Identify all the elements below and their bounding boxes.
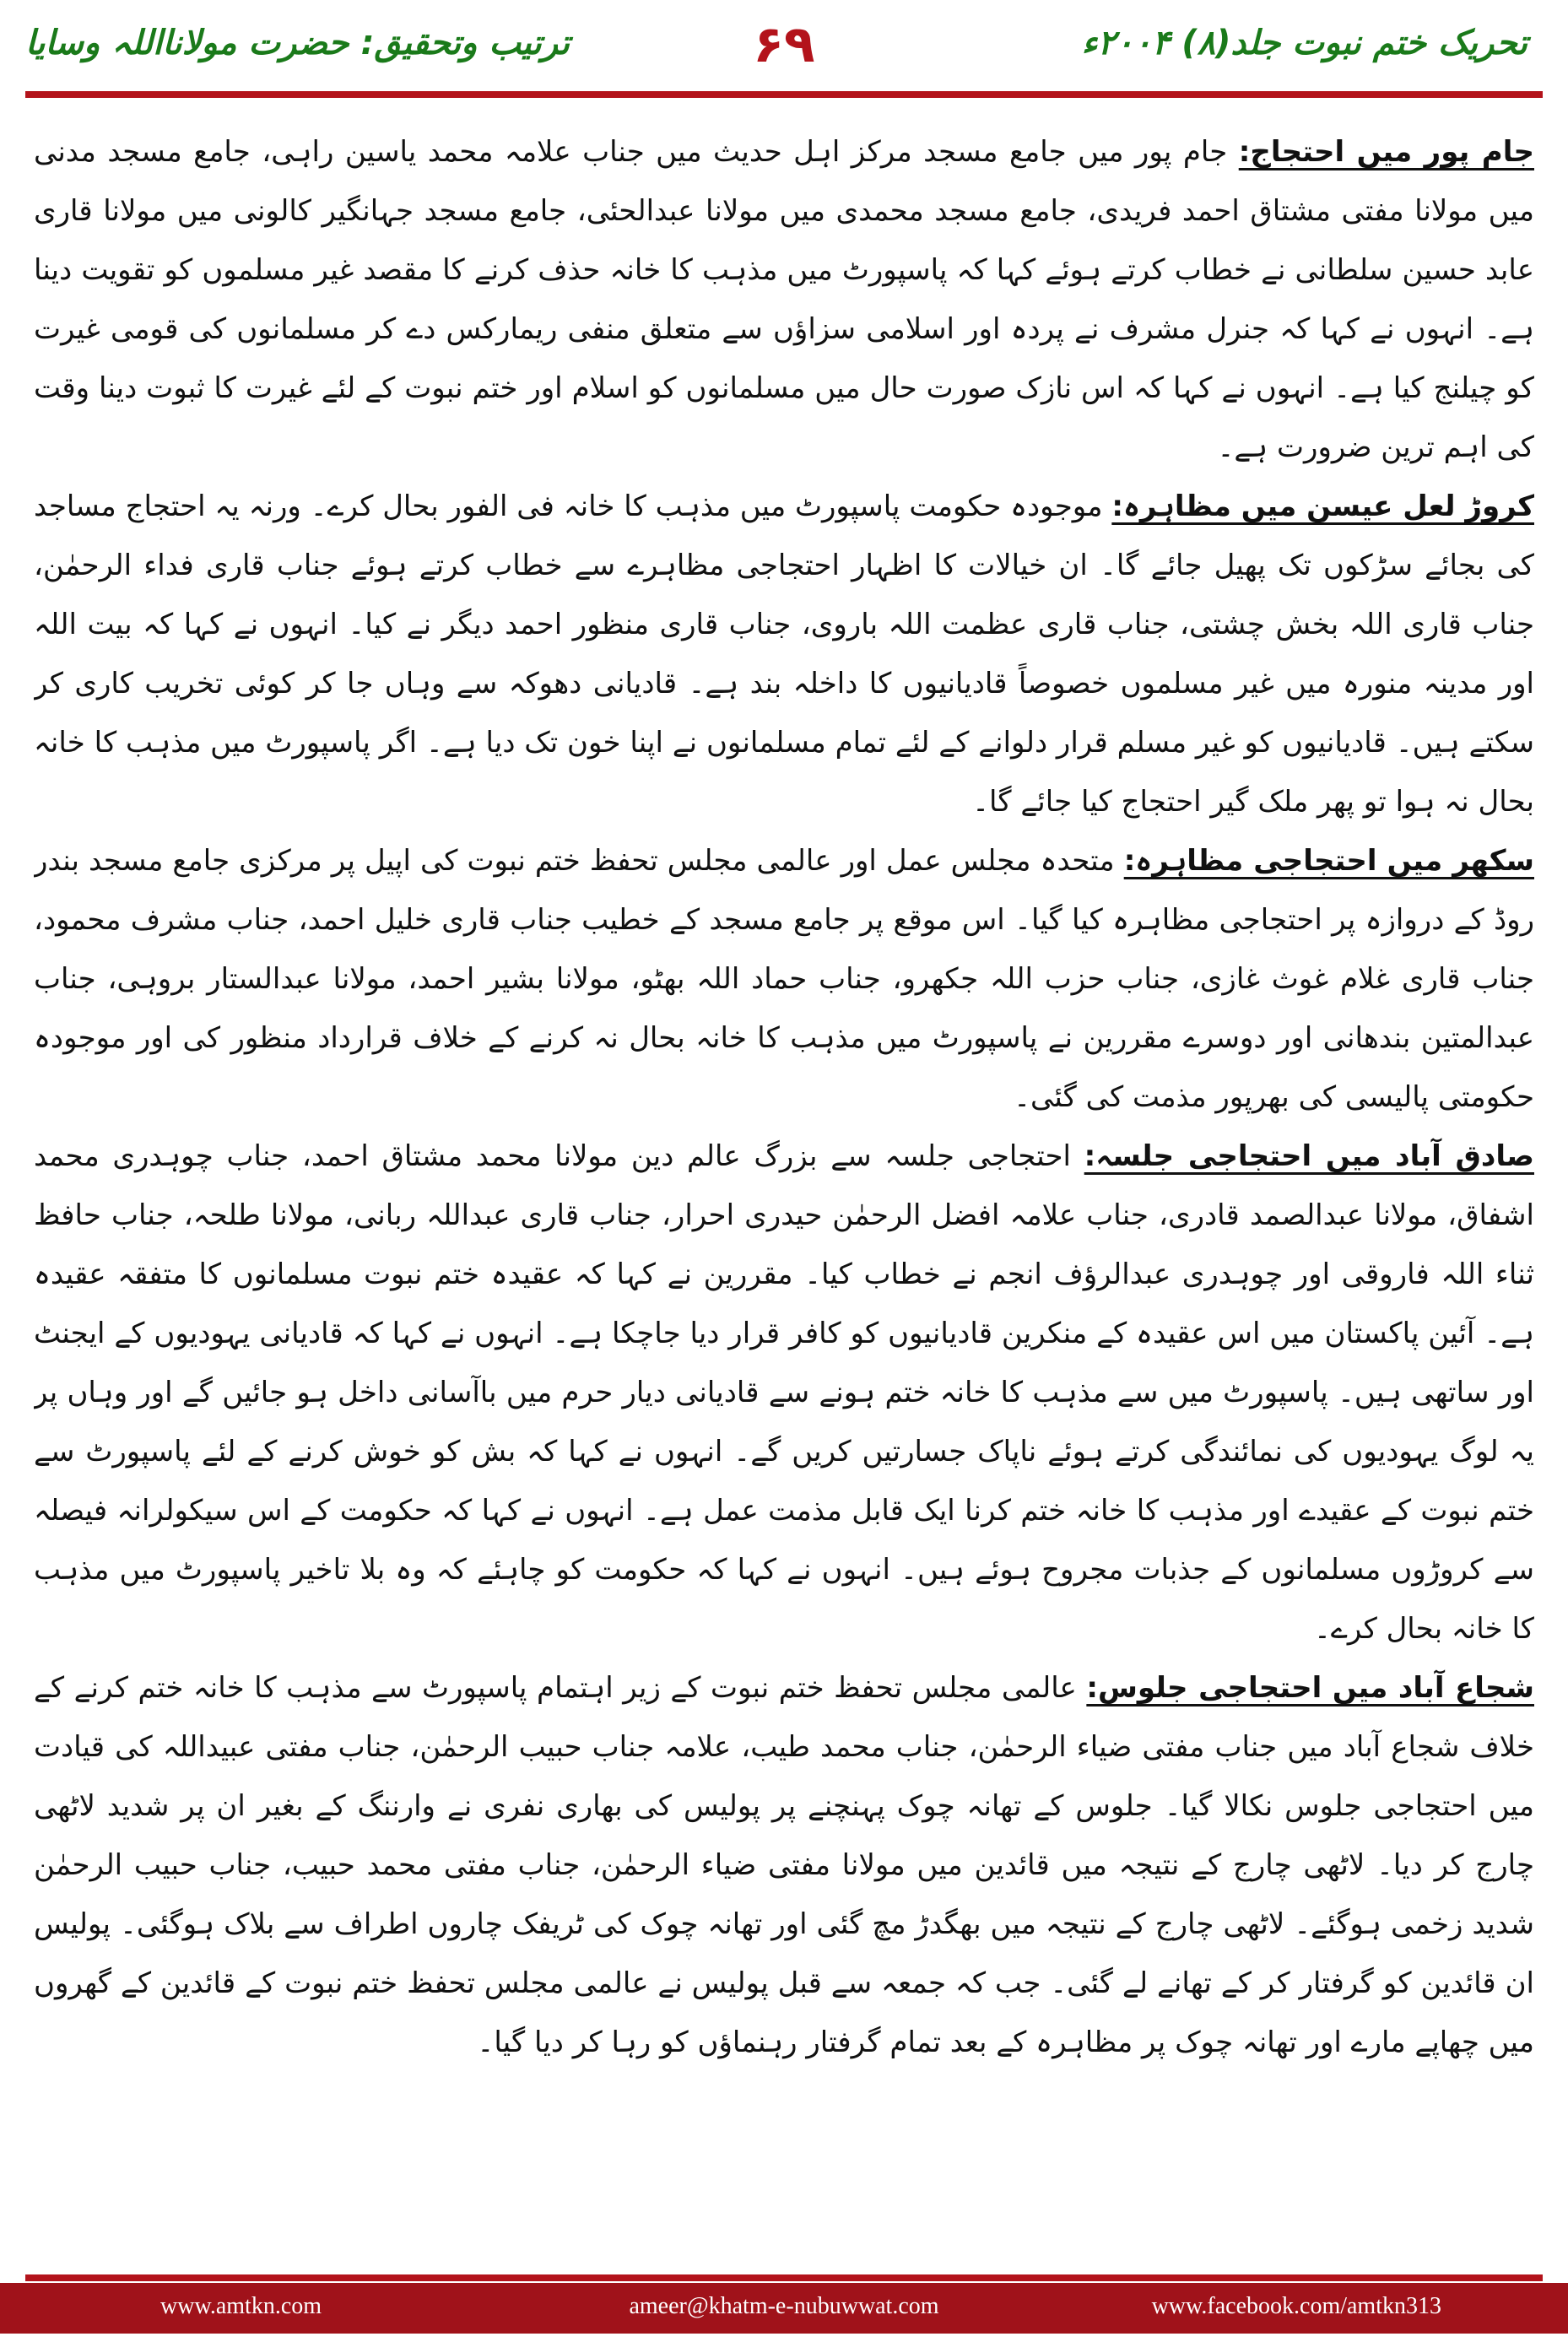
website-link[interactable]: www.amtkn.com [160, 2293, 322, 2319]
section-text: عالمی مجلس تحفظ ختم نبوت کے زیر اہتمام پاسپورٹ سے مذہب کا خانہ ختم کرنے کے خلاف شجاع آباد میں جناب مفتی ضیاء الرحمٰن، جناب محمد طیب، علامہ جناب حبیب الرحمٰن، جناب مفتی عبیداللہ کی قیادت میں احتجاجی جلوس نکالا گیا۔ جلوس کے تھانہ چوک پہنچنے پر پولیس کی بھاری نفری نے وارننگ کے بغیر ان پر شدید لاٹھی چارج کر دیا۔ لاٹھی چارج کے نتیجہ میں قائدین میں مولانا مفتی ضیاء الرحمٰن، جناب مفتی محمد حبیب، جناب حبیب الرحمٰن شدید زخمی ہوگئے۔ لاٹھی چارج کے نتیجہ میں بھگدڑ مچ گئی اور تھانہ چوک کی ٹریفک چاروں اطراف سے بلاک ہوگئی۔ پولیس ان قائدین کو گرفتار کر کے تھانے لے گئی۔ جب کہ جمعہ سے قبل پولیس نے عالمی مجلس تحفظ ختم نبوت کے قائدین کے گھروں میں چھاپے مارے اور تھانہ چوک پر مظاہرہ کے بعد تمام گرفتار رہنماؤں کو رہا کر دیا گیا۔ [34, 1671, 1534, 2059]
compiler-credit: ترتیب وتحقیق: حضرت مولانااللہ وسایا [25, 24, 570, 62]
section-heading: کروڑ لعل عیسن میں مظاہرہ: [1111, 489, 1534, 523]
section-heading: صادق آباد میں احتجاجی جلسہ: [1084, 1139, 1534, 1173]
section-text: متحدہ مجلس عمل اور عالمی مجلس تحفظ ختم نبوت کی اپیل پر مرکزی جامع مسجد بندر روڈ کے دروازہ پر احتجاجی مظاہرہ کیا گیا۔ اس موقع پر جامع مسجد کے خطیب جناب قاری خلیل احمد، جناب مشرف محمود، جناب قاری غلام غوث غازی، جناب حزب اللہ جکھرو، جناب حماد اللہ بھٹو، مولانا بشیر احمد، مولانا عبدالستار بروہی، جناب عبدالمتین بندھانی اور دوسرے مقررین نے پاسپورٹ میں مذہب کا خانہ بحال نہ کرنے کے خلاف قرارداد منظور کی اور موجودہ حکومتی پالیسی کی بھرپور مذمت کی گئی۔ [34, 844, 1534, 1114]
section-heading: سکھر میں احتجاجی مظاہرہ: [1123, 844, 1534, 878]
footer-divider [25, 2274, 1543, 2281]
section-sukkur [34, 831, 1534, 1127]
page-footer [0, 2283, 1568, 2334]
section-jampur [34, 122, 1534, 477]
section-sadiqabad [34, 1127, 1534, 1658]
page-number: ۶۹ [753, 15, 815, 74]
section-text: احتجاجی جلسہ سے بزرگ عالم دین مولانا محمد مشتاق احمد، جناب چوہدری محمد اشفاق، مولانا عبدالصمد قادری، جناب علامہ افضل الرحمٰن حیدری احرار، جناب قاری عبداللہ ربانی، مولانا طلحہ، جناب حافظ ثناء اللہ فاروقی اور چوہدری عبدالرؤف انجم نے خطاب کیا۔ مقررین نے کہا کہ عقیدہ ختم نبوت مسلمانوں کا متفقہ عقیدہ ہے۔ آئین پاکستان میں اس عقیدہ کے منکرین قادیانیوں کو کافر قرار دیا جاچکا ہے۔ انہوں نے کہا کہ قادیانی یہودیوں کے ایجنٹ اور ساتھی ہیں۔ پاسپورٹ میں سے مذہب کا خانہ ختم ہونے سے قادیانی دیار حرم میں باآسانی داخل ہو جائیں گے اور وہاں پر یہ لوگ یہودیوں کی نمائندگی کرتے ہوئے ناپاک جسارتیں کریں گے۔ انہوں نے کہا کہ بش کو خوش کرنے کے لئے پاسپورٹ سے ختم نبوت کے عقیدے اور مذہب کا خانہ ختم کرنا ایک قابل مذمت عمل ہے۔ انہوں نے کہا کہ حکومت کے اس سیکولرانہ فیصلہ سے کروڑوں مسلمانوں کے جذبات مجروح ہوئے ہیں۔ انہوں نے کہا کہ حکومت کو چاہئے کہ وہ بلا تاخیر پاسپورٹ میں مذہب کا خانہ بحال کرے۔ [34, 1139, 1534, 1646]
section-heading: شجاع آباد میں احتجاجی جلوس: [1086, 1671, 1534, 1705]
article-body [34, 122, 1534, 2241]
section-text: جام پور میں جامع مسجد مرکز اہل حدیث میں جناب علامہ محمد یاسین راہی، جامع مسجد مدنی میں مولانا مفتی مشتاق احمد فریدی، جامع مسجد محمدی میں مولانا عبدالحئی، جامع مسجد جہانگیر کالونی میں مولانا قاری عابد حسین سلطانی نے خطاب کرتے ہوئے کہا کہ پاسپورٹ میں مذہب کا خانہ حذف کرنے کا مقصد غیر مسلموں کو تقویت دینا ہے۔ انہوں نے کہا کہ جنرل مشرف نے پردہ اور اسلامی سزاؤں سے متعلق منفی ریمارکس دے کر مسلمانوں کی قومی غیرت کو چیلنج کیا ہے۔ انہوں نے کہا کہ اس نازک صورت حال میں مسلمانوں کو اسلام اور ختم نبوت کے لئے غیرت کا ثبوت دینا وقت کی اہم ترین ضرورت ہے۔ [34, 135, 1534, 464]
section-karor-lal-esan [34, 477, 1534, 831]
page-header [0, 0, 1568, 93]
section-shujabad [34, 1658, 1534, 2072]
section-text: موجودہ حکومت پاسپورٹ میں مذہب کا خانہ فی الفور بحال کرے۔ ورنہ یہ احتجاج مساجد کی بجائے سڑکوں تک پھیل جائے گا۔ ان خیالات کا اظہار احتجاجی مظاہرے سے خطاب کرتے ہوئے جناب قاری فداء الرحمٰن، جناب قاری اللہ بخش چشتی، جناب قاری عظمت اللہ باروی، جناب قاری منظور احمد دیگر نے کیا۔ انہوں نے کہا کہ بیت اللہ اور مدینہ منورہ میں غیر مسلموں خصوصاً قادیانیوں کا داخلہ بند ہے۔ قادیانی دھوکہ سے وہاں جا کر کوئی تخریب کاری کر سکتے ہیں۔ قادیانیوں کو غیر مسلم قرار دلوانے کے لئے تمام مسلمانوں نے اپنا خون تک دیا ہے۔ اگر پاسپورٹ میں مذہب کا خانہ بحال نہ ہوا تو پھر ملک گیر احتجاج کیا جائے گا۔ [34, 489, 1534, 819]
facebook-link[interactable]: www.facebook.com/amtkn313 [1151, 2293, 1441, 2319]
section-heading: جام پور میں احتجاج: [1238, 135, 1534, 169]
header-divider [25, 91, 1543, 98]
email-link[interactable]: ameer@khatm-e-nubuwwat.com [629, 2293, 939, 2319]
book-title: تحریک ختم نبوت جلد(۸) ۲۰۰۴ء [1081, 24, 1527, 62]
